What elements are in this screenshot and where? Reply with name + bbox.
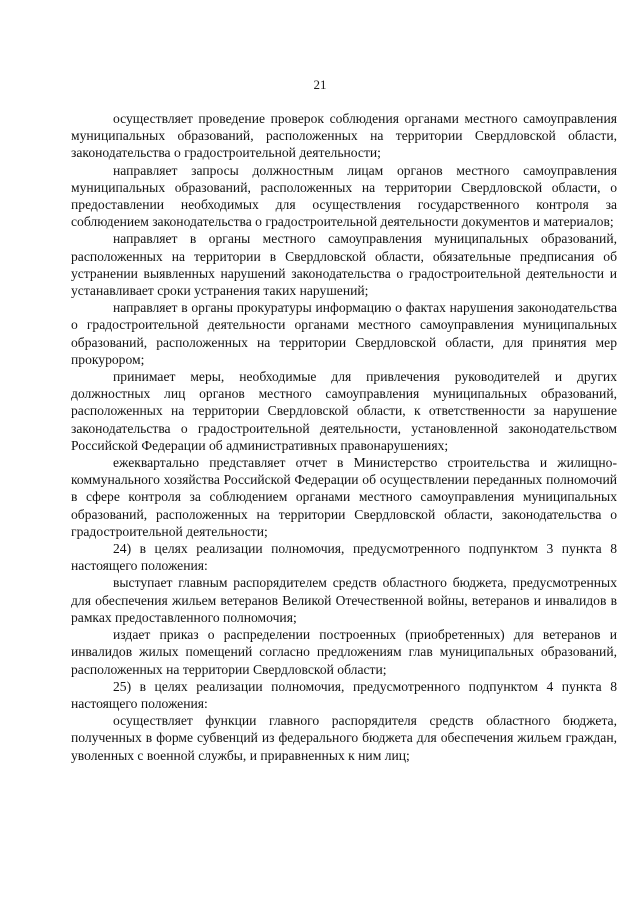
paragraph: направляет в органы местного самоуправления муниципальных образований, расположенных на территории в Свердловской области, обязательные предписания об устранении выявленных нарушений законодательства о градостроительной деятельности и устанавливает сроки устранения таких нарушений; bbox=[71, 231, 617, 299]
paragraph: 25) в целях реализации полномочия, предусмотренного подпунктом 4 пункта 8 настоящего положения: bbox=[71, 678, 617, 711]
paragraph: 24) в целях реализации полномочия, предусмотренного подпунктом 3 пункта 8 настоящего положения: bbox=[71, 541, 617, 574]
paragraph: направляет в органы прокуратуры информацию о фактах нарушения законодательства о градостроительной деятельности органами местного самоуправления муниципальных образований, расположенных на территории Свердловской области, для принятия мер прокурором; bbox=[71, 300, 617, 367]
paragraph: осуществляет проведение проверок соблюдения органами местного самоуправления муниципальных образований, расположенных на территории Свердловской области, законодательства о градостроительной деятельности; bbox=[71, 111, 617, 161]
paragraph: принимает меры, необходимые для привлечения руководителей и других должностных лиц органов местного самоуправления муниципальных образований, расположенных на территории Свердловской области, к ответственности за нарушение законодательства о градостроительной деятельности, установленной законодательством Российской Федерации об административных правонарушениях; bbox=[71, 369, 617, 453]
body-text bbox=[71, 110, 617, 764]
paragraph: ежеквартально представляет отчет в Министерство строительства и жилищно-коммунального хозяйства Российской Федерации об осуществлении переданных полномочий в сфере контроля за соблюдением органами местного самоуправления муниципальных образований, расположенных на территории Свердловской области, законодательства о градостроительной деятельности; bbox=[71, 455, 617, 539]
paragraph: выступает главным распорядителем средств областного бюджета, предусмотренных для обеспечения жильем ветеранов Великой Отечественной войны, ветеранов и инвалидов в рамках предоставленного полномочия; bbox=[71, 575, 617, 625]
paragraph: издает приказ о распределении построенных (приобретенных) для ветеранов и инвалидов жилых помещений согласно предложениям глав муниципальных образований, расположенных на территории Свердловской области; bbox=[71, 627, 617, 677]
paragraph: осуществляет функции главного распорядителя средств областного бюджета, полученных в форме субвенций из федерального бюджета для обеспечения жильем граждан, уволенных с военной службы, и приравненных к ним лиц; bbox=[71, 713, 617, 763]
page-number: 21 bbox=[313, 77, 327, 92]
paragraph: направляет запросы должностным лицам органов местного самоуправления муниципальных образований, расположенных на территории Свердловской области, о предоставлении необходимых для осуществления государственного контроля за соблюдением законодательства о градостроительной деятельности документов и материалов; bbox=[71, 162, 617, 230]
